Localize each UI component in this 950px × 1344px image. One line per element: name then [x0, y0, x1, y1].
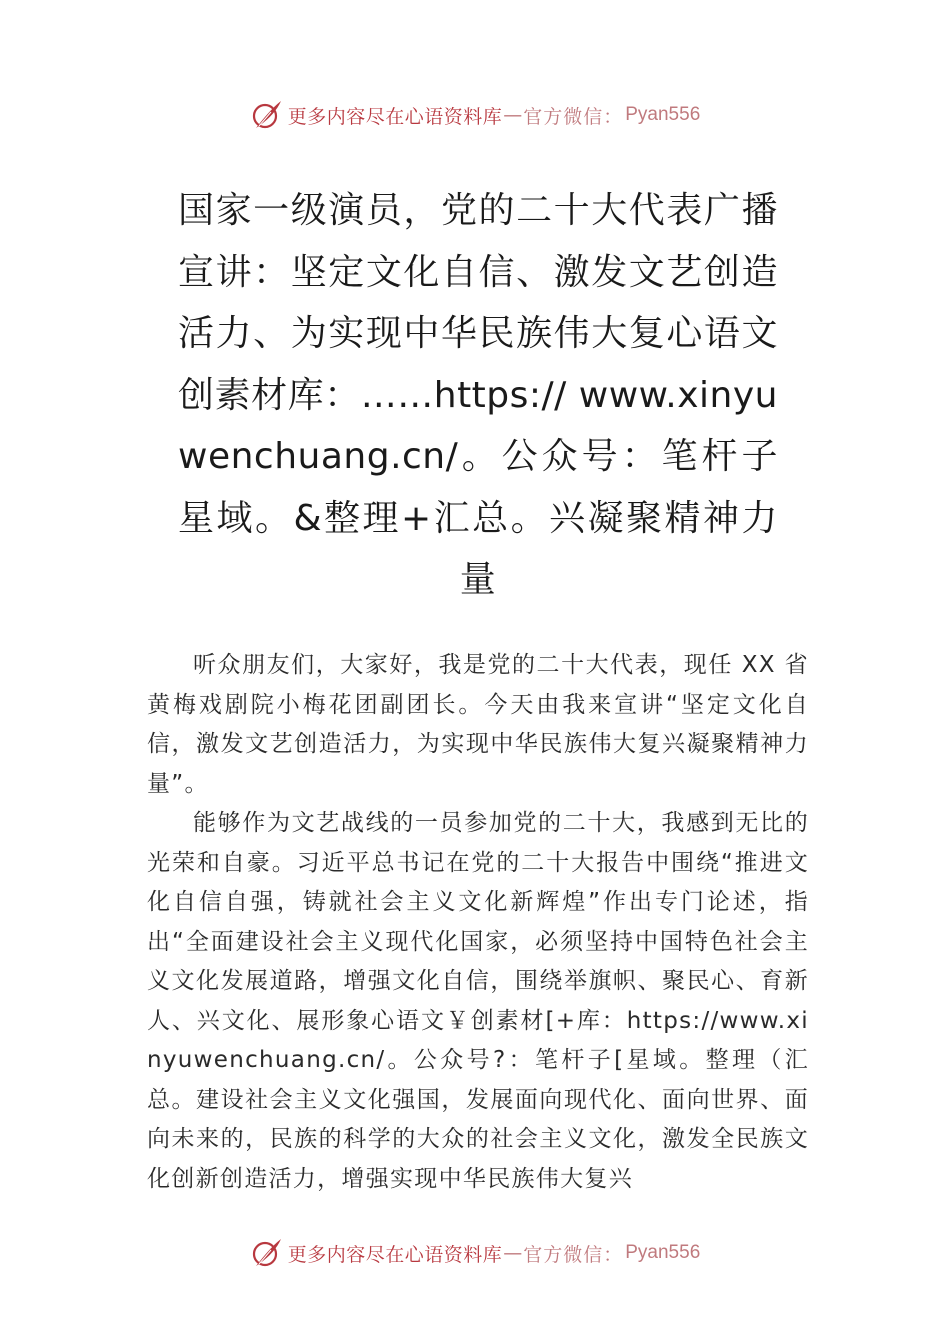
- header-watermark-banner: [0, 95, 950, 135]
- quill-pen-logo-icon: [250, 1236, 284, 1270]
- banner-text: 更多内容尽在心语资料库: [287, 1243, 503, 1266]
- banner-official-label: 官方微信：: [523, 105, 624, 128]
- banner-separator: —: [503, 104, 523, 126]
- banner-wechat-id: Pyan556: [625, 104, 701, 125]
- document-body: [147, 646, 809, 1199]
- banner-wechat-id: Pyan556: [625, 1242, 701, 1263]
- banner-separator: —: [503, 1242, 523, 1264]
- body-paragraph: 能够作为文艺战线的一员参加党的二十大，我感到无比的光荣和自豪。习近平总书记在党的二十大报告中围绕“推进文化自信自强，铸就社会主义文化新辉煌”作出专门论述，指出“全面建设社会主义现代化国家，必须坚持中国特色社会主义文化发展道路，增强文化自信，围绕举旗帜、聚民心、育新人、兴文化、展形象心语文￥创素材[+库：https://www.xinyuwenchuang.cn/。公众号?：笔杆子[星域。整理（汇总。建设社会主义文化强国，发展面向现代化、面向世界、面向未来的，民族的科学的大众的社会主义文化，激发全民族文化创新创造活力，增强实现中华民族伟大复兴: [147, 810, 809, 1192]
- quill-pen-logo-icon: [250, 98, 284, 132]
- banner-official-label: 官方微信：: [523, 1243, 624, 1266]
- document-title: 国家一级演员，党的二十大代表广播宣讲：坚定文化自信、激发文艺创造活力、为实现中华民族伟大复心语文创素材库：……https:// www.xinyuwenchuang.cn/。公众号：笔杆子星域。&整理+汇总。兴凝聚精神力量: [178, 190, 778, 600]
- footer-watermark-banner: [0, 1233, 950, 1273]
- body-paragraph: 听众朋友们，大家好，我是党的二十大代表，现任 XX 省黄梅戏剧院小梅花团副团长。今天由我来宣讲“坚定文化自信，激发文艺创造活力，为实现中华民族伟大复兴凝聚精神力量”。: [147, 652, 809, 797]
- banner-text: 更多内容尽在心语资料库: [287, 105, 503, 128]
